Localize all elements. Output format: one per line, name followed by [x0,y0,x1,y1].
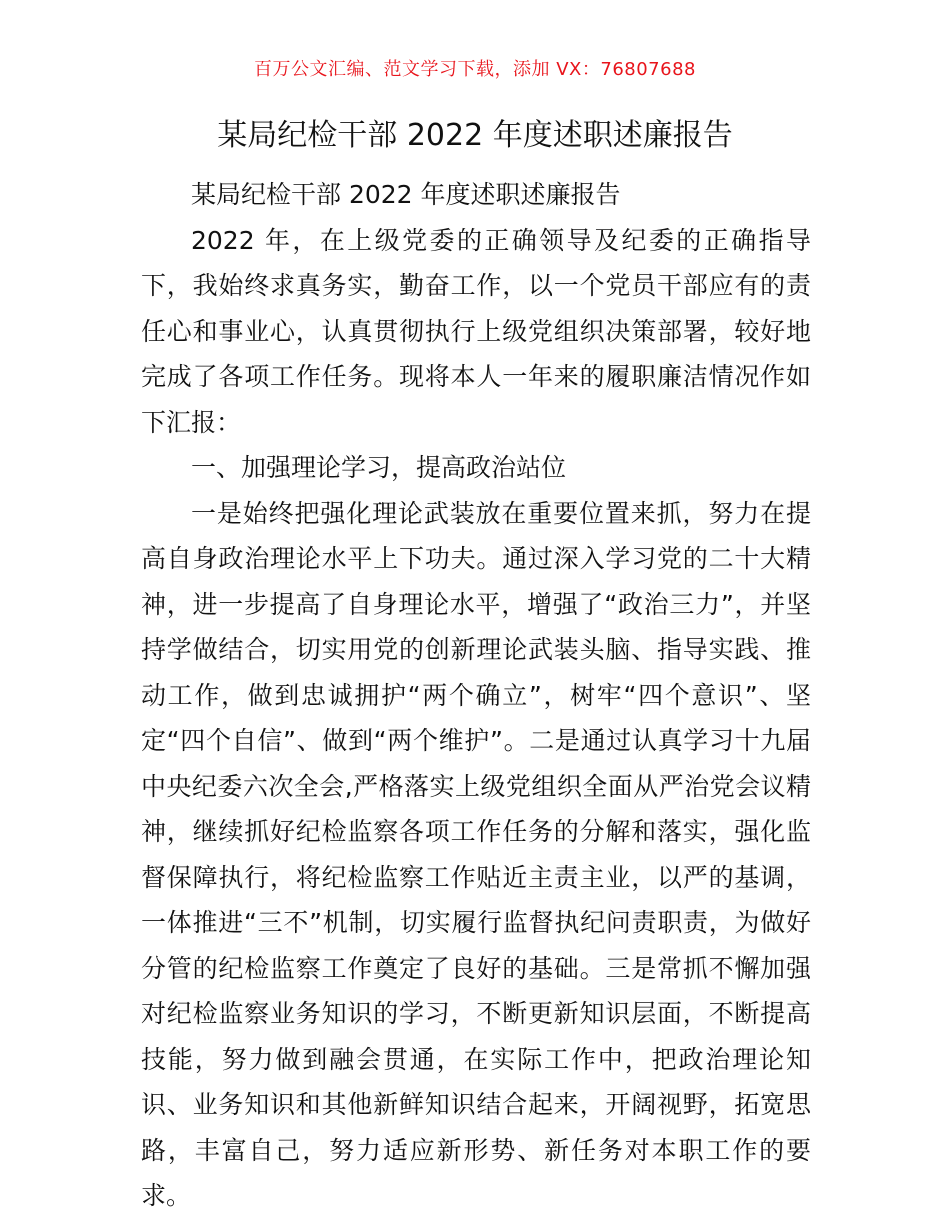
document-body [141,172,811,1219]
document-title: 某局纪检干部 2022 年度述职述廉报告 [217,118,733,153]
document-subtitle: 某局纪检干部 2022 年度述职述廉报告 [191,180,621,209]
paragraph-intro: 2022 年，在上级党委的正确领导及纪委的正确指导下，我始终求真务实，勤奋工作，以一个党员干部应有的责任心和事业心，认真贯彻执行上级党组织决策部署，较好地完成了各项工作任务。现将本人一年来的履职廉洁情况作如下汇报： [141,225,811,437]
section-heading-1: 一、加强理论学习，提高政治站位 [191,453,567,482]
paragraph-section-1: 一是始终把强化理论武装放在重要位置来抓，努力在提高自身政治理论水平上下功夫。通过深入学习党的二十大精神，进一步提高了自身理论水平，增强了“政治三力”，并坚持学做结合，切实用党的创新理论武装头脑、指导实践、推动工作，做到忠诚拥护“两个确立”，树牢“四个意识”、坚定“四个自信”、做到“两个维护”。二是通过认真学习十九届中央纪委六次全会,严格落实上级党组织全面从严治党会议精神，继续抓好纪检监察各项工作任务的分解和落实，强化监督保障执行，将纪检监察工作贴近主责主业，以严的基调，一体推进“三不”机制，切实履行监督执纪问责职责，为做好分管的纪检监察工作奠定了良好的基础。三是常抓不懈加强对纪检监察业务知识的学习，不断更新知识层面，不断提高技能，努力做到融会贯通，在实际工作中，把政治理论知识、业务知识和其他新鲜知识结合起来，开阔视野，拓宽思路，丰富自己，努力适应新形势、新任务对本职工作的要求。 [141,498,811,1210]
header-watermark-text: 百万公文汇编、范文学习下载，添加 VX：76807688 [254,59,696,80]
